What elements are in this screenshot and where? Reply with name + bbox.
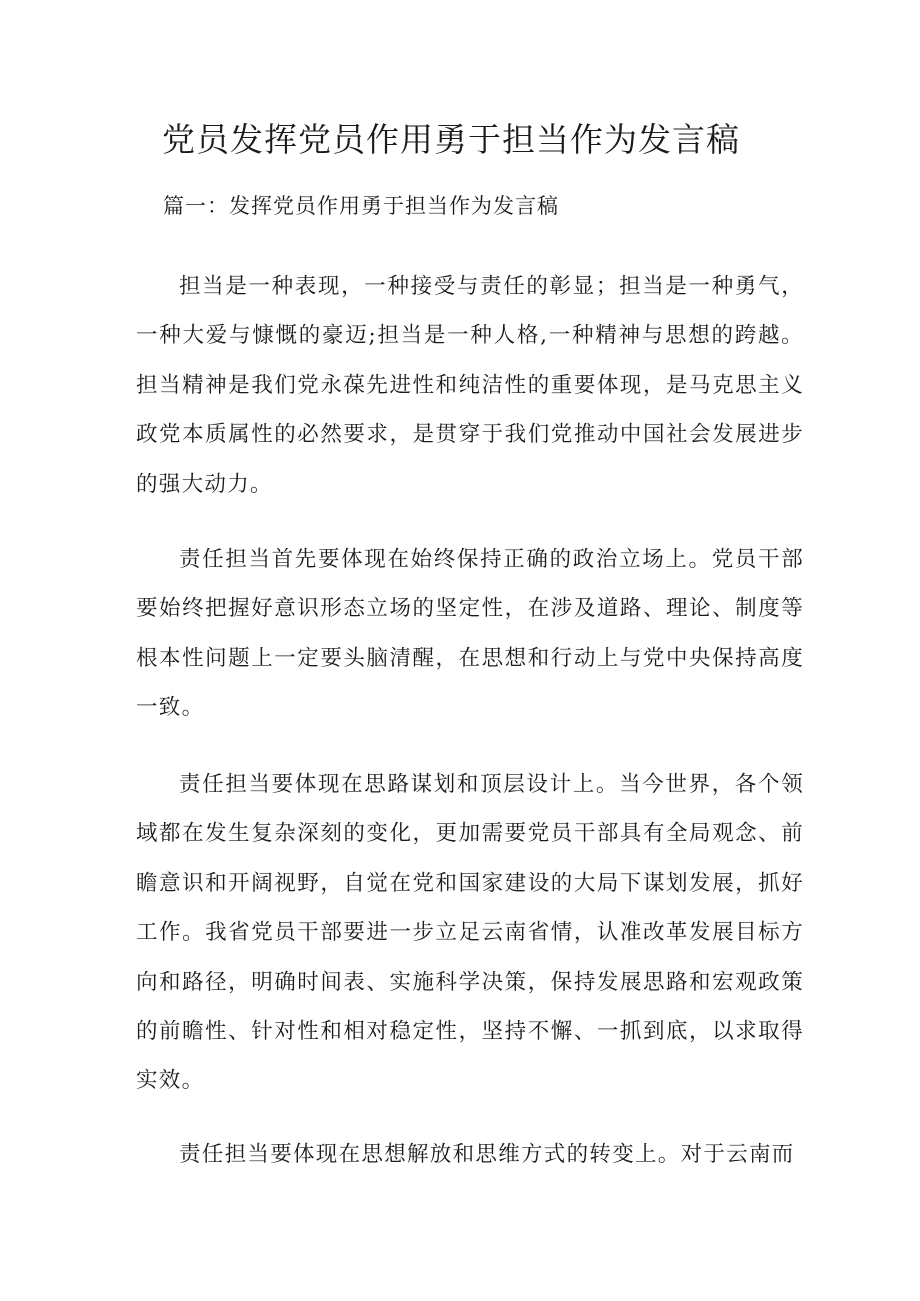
body-paragraph: 责任担当首先要体现在始终保持正确的政治立场上。党员干部要始终把握好意识形态立场的坚定性，在涉及道路、理论、制度等根本性问题上一定要头脑清醒，在思想和行动上与党中央保持高度一致。 xyxy=(136,547,804,721)
body-paragraph: 责任担当要体现在思想解放和思维方式的转变上。对于云南而 xyxy=(179,1142,795,1167)
body-paragraph: 责任担当要体现在思路谋划和顶层设计上。当今世界，各个领域都在发生复杂深刻的变化，更加需要党员干部具有全局观念、前瞻意识和开阔视野，自觉在党和国家建设的大局下谋划发展，抓好工作。我省党员干部要进一步立足云南省情，认准改革发展目标方向和路径，明确时间表、实施科学决策，保持发展思路和宏观政策的前瞻性、针对性和相对稳定性，坚持不懈、一抓到底，以求取得实效。 xyxy=(136,772,804,1094)
document-title: 党员发挥党员作用勇于担当作为发言稿 xyxy=(162,120,740,159)
section-heading: 篇一：发挥党员作用勇于担当作为发言稿 xyxy=(163,194,559,218)
body-paragraph: 担当是一种表现，一种接受与责任的彰显；担当是一种勇气，一种大爱与慷慨的豪迈;担当是一种人格,一种精神与思想的跨越。担当精神是我们党永葆先进性和纯洁性的重要体现，是马克思主义政党本质属性的必然要求，是贯穿于我们党推动中国社会发展进步的强大动力。 xyxy=(136,274,804,497)
